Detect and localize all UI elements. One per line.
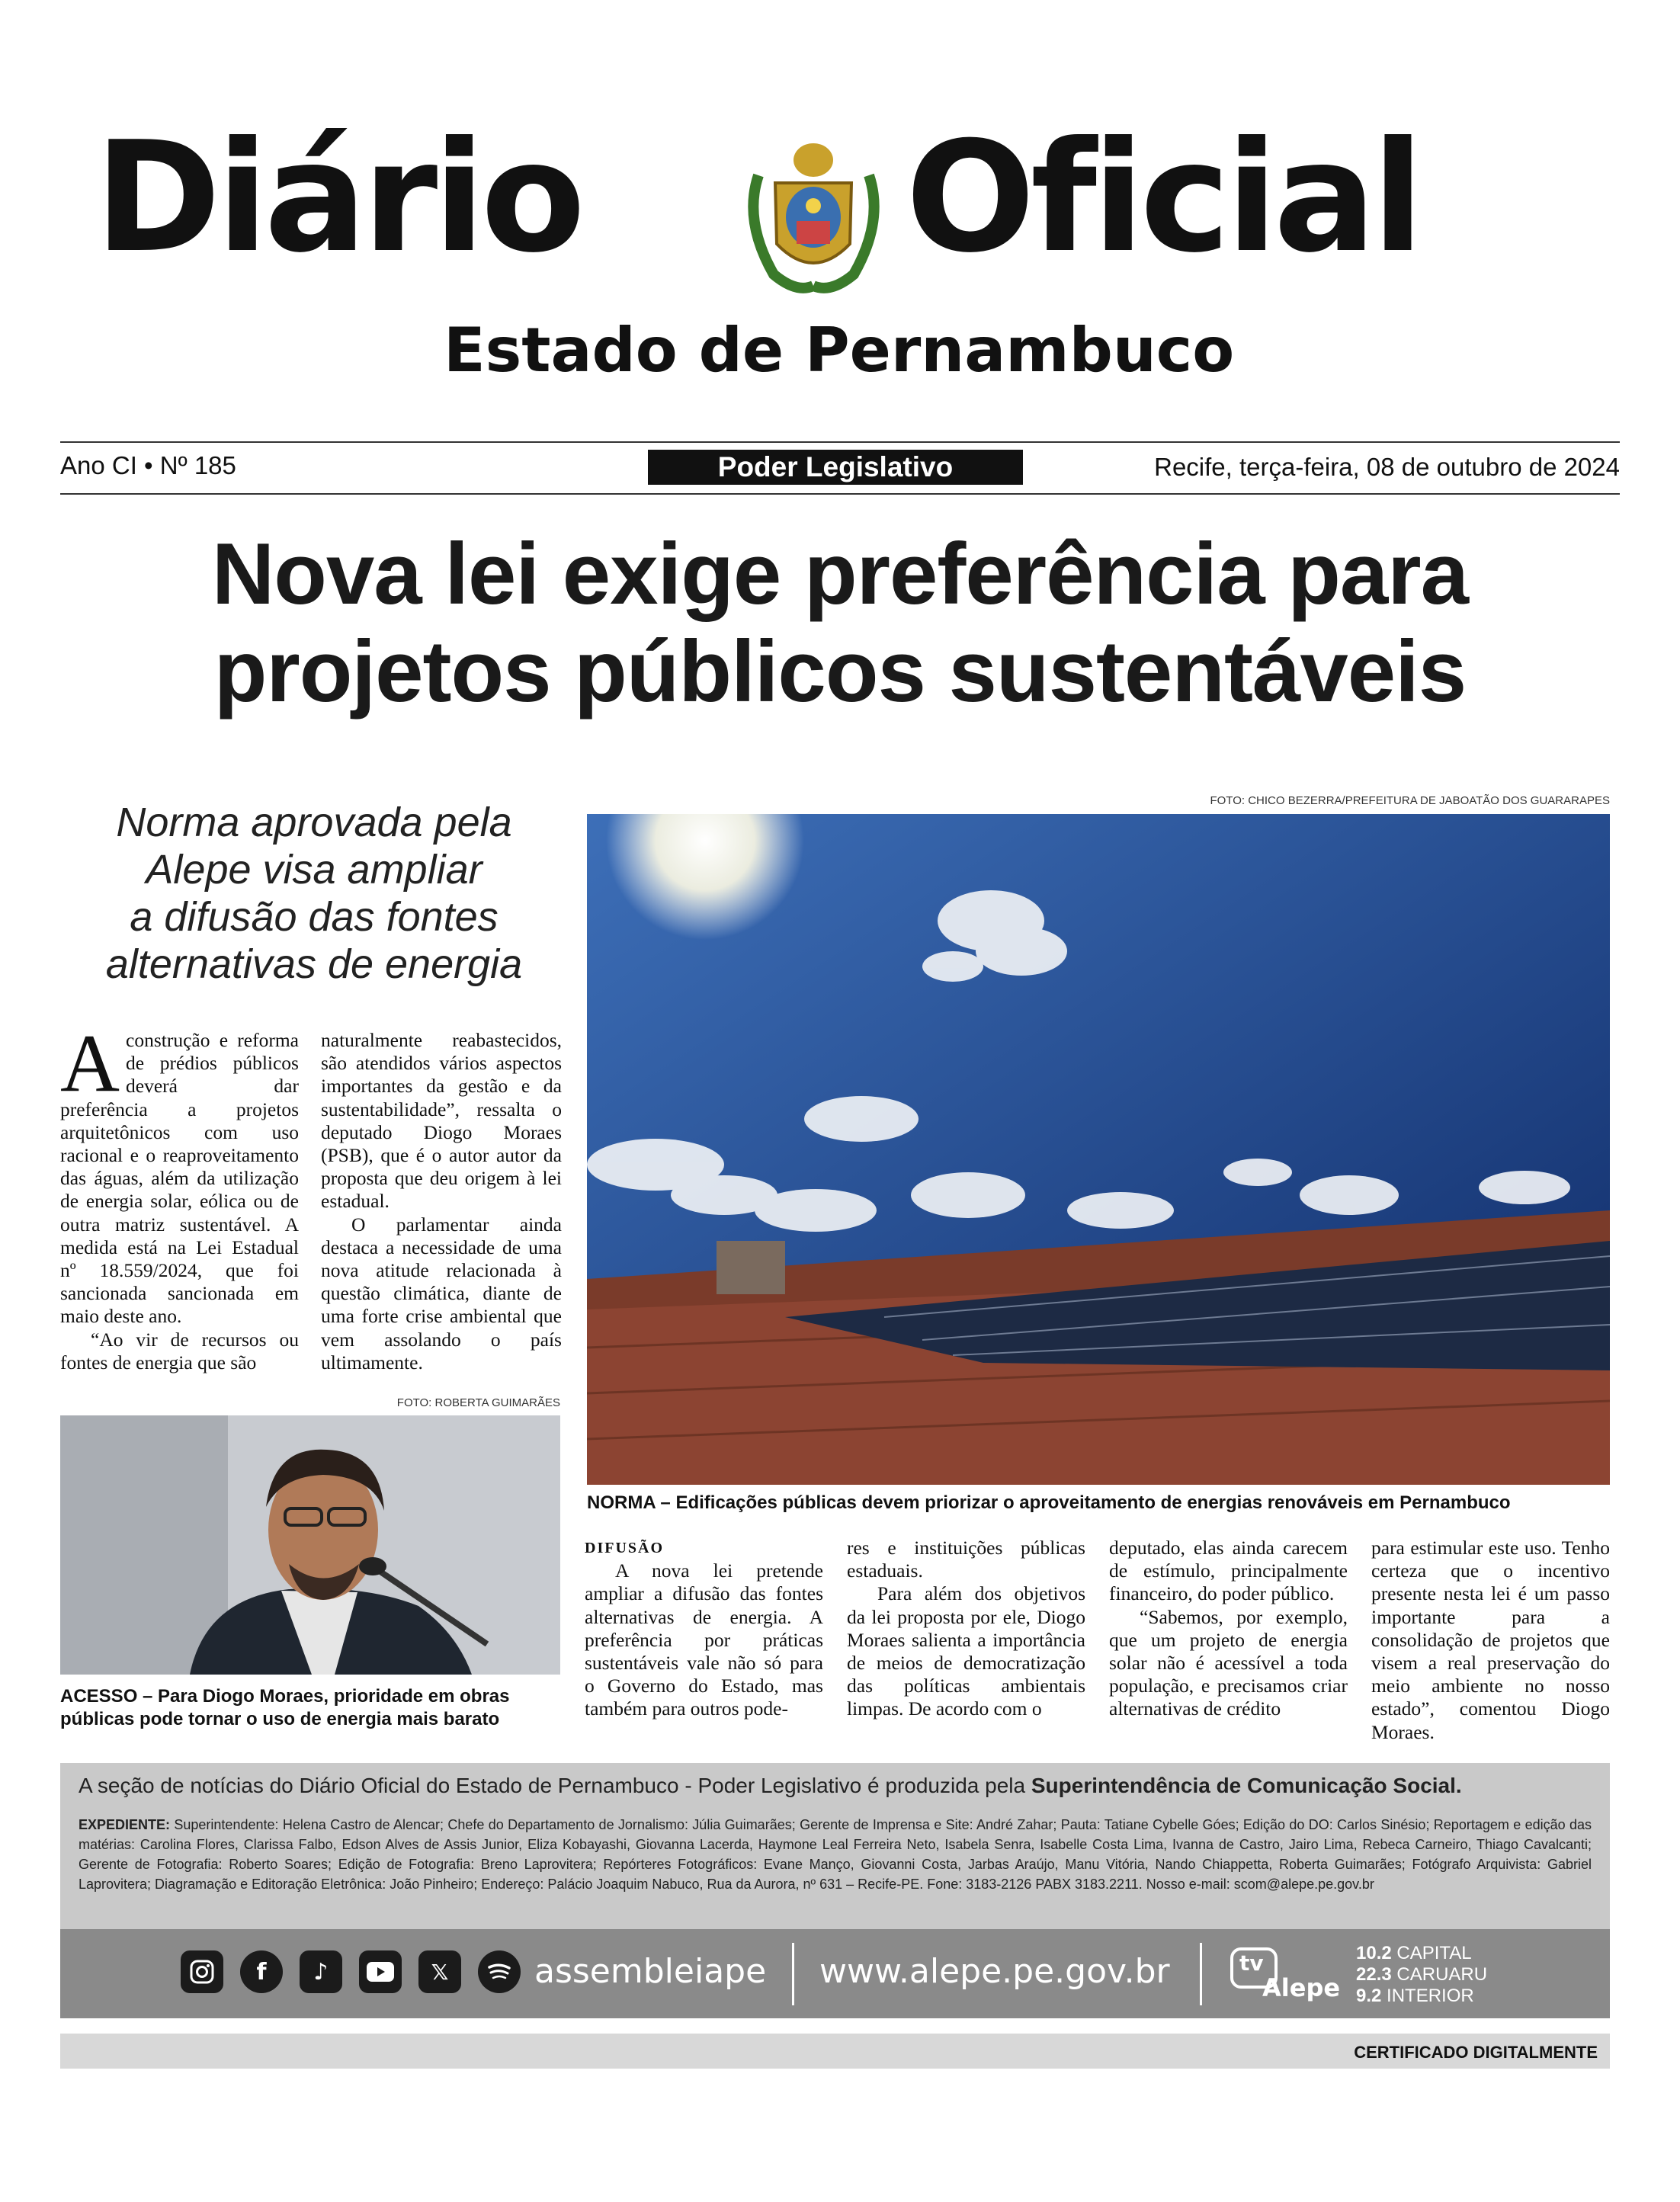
spotify-icon[interactable] [478, 1950, 521, 1993]
tv-channel-2-number: 22.3 [1356, 1964, 1392, 1985]
dek-line4: alternativas de energia [105, 941, 523, 987]
headline [60, 526, 1620, 721]
photo-main [587, 814, 1610, 1485]
article-col-3 [585, 1537, 823, 1721]
dek-line1: Norma aprovada pela [116, 800, 512, 845]
article-subhead: DIFUSÃO [585, 1540, 665, 1556]
tv-channel-1-city: CAPITAL [1396, 1943, 1472, 1963]
photo-small-caption-line2: públicas pode tornar o uso de energia mais barato [60, 1709, 500, 1729]
social-divider-2 [1200, 1943, 1202, 2005]
dropcap: A [60, 1018, 120, 1109]
tv-channel-1-number: 10.2 [1356, 1943, 1392, 1963]
tv-logo-top: tv [1239, 1950, 1264, 1976]
tv-channel-1 [1356, 1943, 1487, 1964]
social-handle[interactable]: assembleiape [534, 1952, 767, 1991]
tv-channel-2-city: CARUARU [1396, 1964, 1488, 1985]
facebook-icon[interactable]: f [240, 1950, 283, 1993]
tv-channel-3 [1356, 1986, 1487, 2007]
headline-line2: projetos públicos sustentáveis [213, 623, 1467, 720]
instagram-icon[interactable] [181, 1950, 223, 1993]
article-col6-p1: para estimular este uso. Tenho certeza que o incentivo presente nesta lei é um passo importante para a consolidação de projetos que visem a real preservação do meio ambiente no nosso estado”, comentou Diogo Moraes. [1371, 1537, 1610, 1743]
tv-channel-3-city: INTERIOR [1387, 1986, 1474, 2006]
masthead-title-right: Oficial [906, 109, 1420, 287]
dek-line2: Alepe visa ampliar [146, 847, 483, 893]
photo-small-credit: FOTO: ROBERTA GUIMARÃES [396, 1396, 560, 1409]
footer-lead [79, 1774, 1595, 1798]
photo-small [60, 1415, 560, 1675]
certified-label: CERTIFICADO DIGITALMENTE [1354, 2043, 1598, 2062]
dek [60, 799, 568, 988]
article-col-2 [321, 1029, 562, 1374]
footer-expediente [79, 1815, 1592, 1894]
photo-small-caption-line1: ACESSO – Para Diogo Moraes, prioridade em obras [60, 1686, 510, 1707]
tv-channel-2 [1356, 1964, 1487, 1986]
dateline: Recife, terça-feira, 08 de outubro de 2024 [1154, 453, 1620, 481]
footer-lead-text: A seção de notícias do Diário Oficial do Estado de Pernambuco - Poder Legislativo é produzida pela [79, 1774, 1026, 1797]
article-col5-p1: deputado, elas ainda carecem de estímulo, principalmente financeiro, do poder público. [1109, 1537, 1348, 1605]
article-col2-p1: naturalmente reabastecidos, são atendidos vários aspectos importantes da gestão e da sustentabilidade”, ressalta o deputado Diogo Moraes (PSB), que é o autor autor da proposta que deu origem à lei estadual. [321, 1029, 562, 1213]
article-col-6 [1371, 1537, 1610, 1744]
photo-main-caption: NORMA – Edificações públicas devem priorizar o aproveitamento de energias renováveis em Pernambuco [587, 1492, 1511, 1513]
x-icon[interactable]: 𝕏 [418, 1950, 461, 1993]
masthead-subtitle: Estado de Pernambuco [444, 315, 1235, 386]
article-col-5 [1109, 1537, 1348, 1721]
masthead-title-left: Diário [95, 109, 582, 287]
social-divider-1 [792, 1943, 794, 2005]
tv-channels [1356, 1943, 1487, 2007]
tv-logo-bottom: Alepe [1262, 1973, 1341, 2002]
meta-bottom-rule [60, 493, 1620, 495]
tv-alepe-logo-icon[interactable] [1230, 1944, 1345, 2005]
dek-line3: a difusão das fontes [130, 894, 499, 940]
photo-main-credit: FOTO: CHICO BEZERRA/PREFEITURA DE JABOATÃO DOS GUARARAPES [1210, 794, 1610, 807]
issue-number: Ano CI • Nº 185 [60, 451, 236, 479]
article-col4-p2: Para além dos objetivos da lei proposta por ele, Diogo Moraes salienta a importância de meios de democratização das políticas ambientais limpas. De acordo com o [847, 1582, 1085, 1720]
article-col3-p1: A nova lei pretende ampliar a difusão das fontes alternativas de energia. A preferência por práticas sustentáveis vale não só para o Governo do Estado, mas também para outros pode- [585, 1559, 823, 1720]
article-col2-p2: O parlamentar ainda destaca a necessidade de uma nova atitude relacionada à questão climática, diante de uma forte crise ambiental que vem assolando o país ultimamente. [321, 1213, 562, 1373]
headline-line1: Nova lei exige preferência para [211, 526, 1469, 623]
section-label: Poder Legislativo [648, 450, 1023, 485]
youtube-icon[interactable] [359, 1950, 402, 1993]
tv-channel-3-number: 9.2 [1356, 1986, 1382, 2006]
footer-expediente-box [60, 1763, 1610, 1929]
article-col1-p1: construção e reforma de prédios públicos deverá dar preferência a projetos arquitetônicos com uso racional e o reaproveitamento das águas, além da utilização de energia solar, eólica ou de outra matriz sustentável. A medida está na Lei Estadual nº 18.559/2024, que foi sancionada sancionada em maio deste ano. [60, 1029, 299, 1328]
certified-bar [60, 2034, 1610, 2069]
article-col-1 [60, 1018, 299, 1374]
top-rule [60, 441, 1620, 443]
photo-small-caption [60, 1685, 579, 1731]
footer-expediente-text: Superintendente: Helena Castro de Alencar; Chefe do Departamento de Jornalismo: Júlia Guimarães; Gerente de Imprensa e Site: André Zahar; Pauta: Tatiane Cybelle Góes; Edição do DO: Carlos Sinésio; Reportagem e edição das matérias: Carolina Flores, Clarissa Falbo, Edson Alves de Assis Junior, Eliza Kobayashi, Giovanna Lacerda, Haymone Leal Ferreira Neto, Isabela Senra, Isabelle Costa Lima, Ivanna de Castro, Jairo Lima, Rebeca Carneiro, Thiago Cavalcanti; Gerente de Fotografia: Roberto Soares; Edição de Fotografia: Breno Laprovitera; Repórteres Fotográficos: Evane Manço, Giovanni Costa, Jarbas Araújo, Manu Vitória, Nando Chiappetta, Roberta Guimarães; Fotógrafo Arquivista: Gabriel Laprovitera; Diagramação e Editoração Eletrônica: João Pinheiro; Endereço: Palácio Joaquim Nabuco, Rua da Aurora, nº 631 – Recife-PE. Fone: 3183-2126 PABX 3183.2211. Nosso e-mail: scom@alepe.pe.gov.br [79, 1817, 1592, 1892]
article-col4-p1: res e instituições públicas estaduais. [847, 1537, 1085, 1582]
article-col1-p2: “Ao vir de recursos ou fontes de energia que são [60, 1328, 299, 1373]
article-col-4 [847, 1537, 1085, 1721]
footer-expediente-label: EXPEDIENTE: [79, 1817, 171, 1832]
tiktok-icon[interactable]: ♪ [300, 1950, 342, 1993]
coat-of-arms-icon [736, 130, 892, 301]
site-url[interactable]: www.alepe.pe.gov.br [819, 1952, 1170, 1991]
article-col5-p2: “Sabemos, por exemplo, que um projeto de energia solar não é acessível a toda população, e precisamos criar alternativas de crédito [1109, 1605, 1348, 1720]
footer-social-bar [60, 1929, 1610, 2018]
footer-lead-bold: Superintendência de Comunicação Social. [1031, 1774, 1462, 1797]
